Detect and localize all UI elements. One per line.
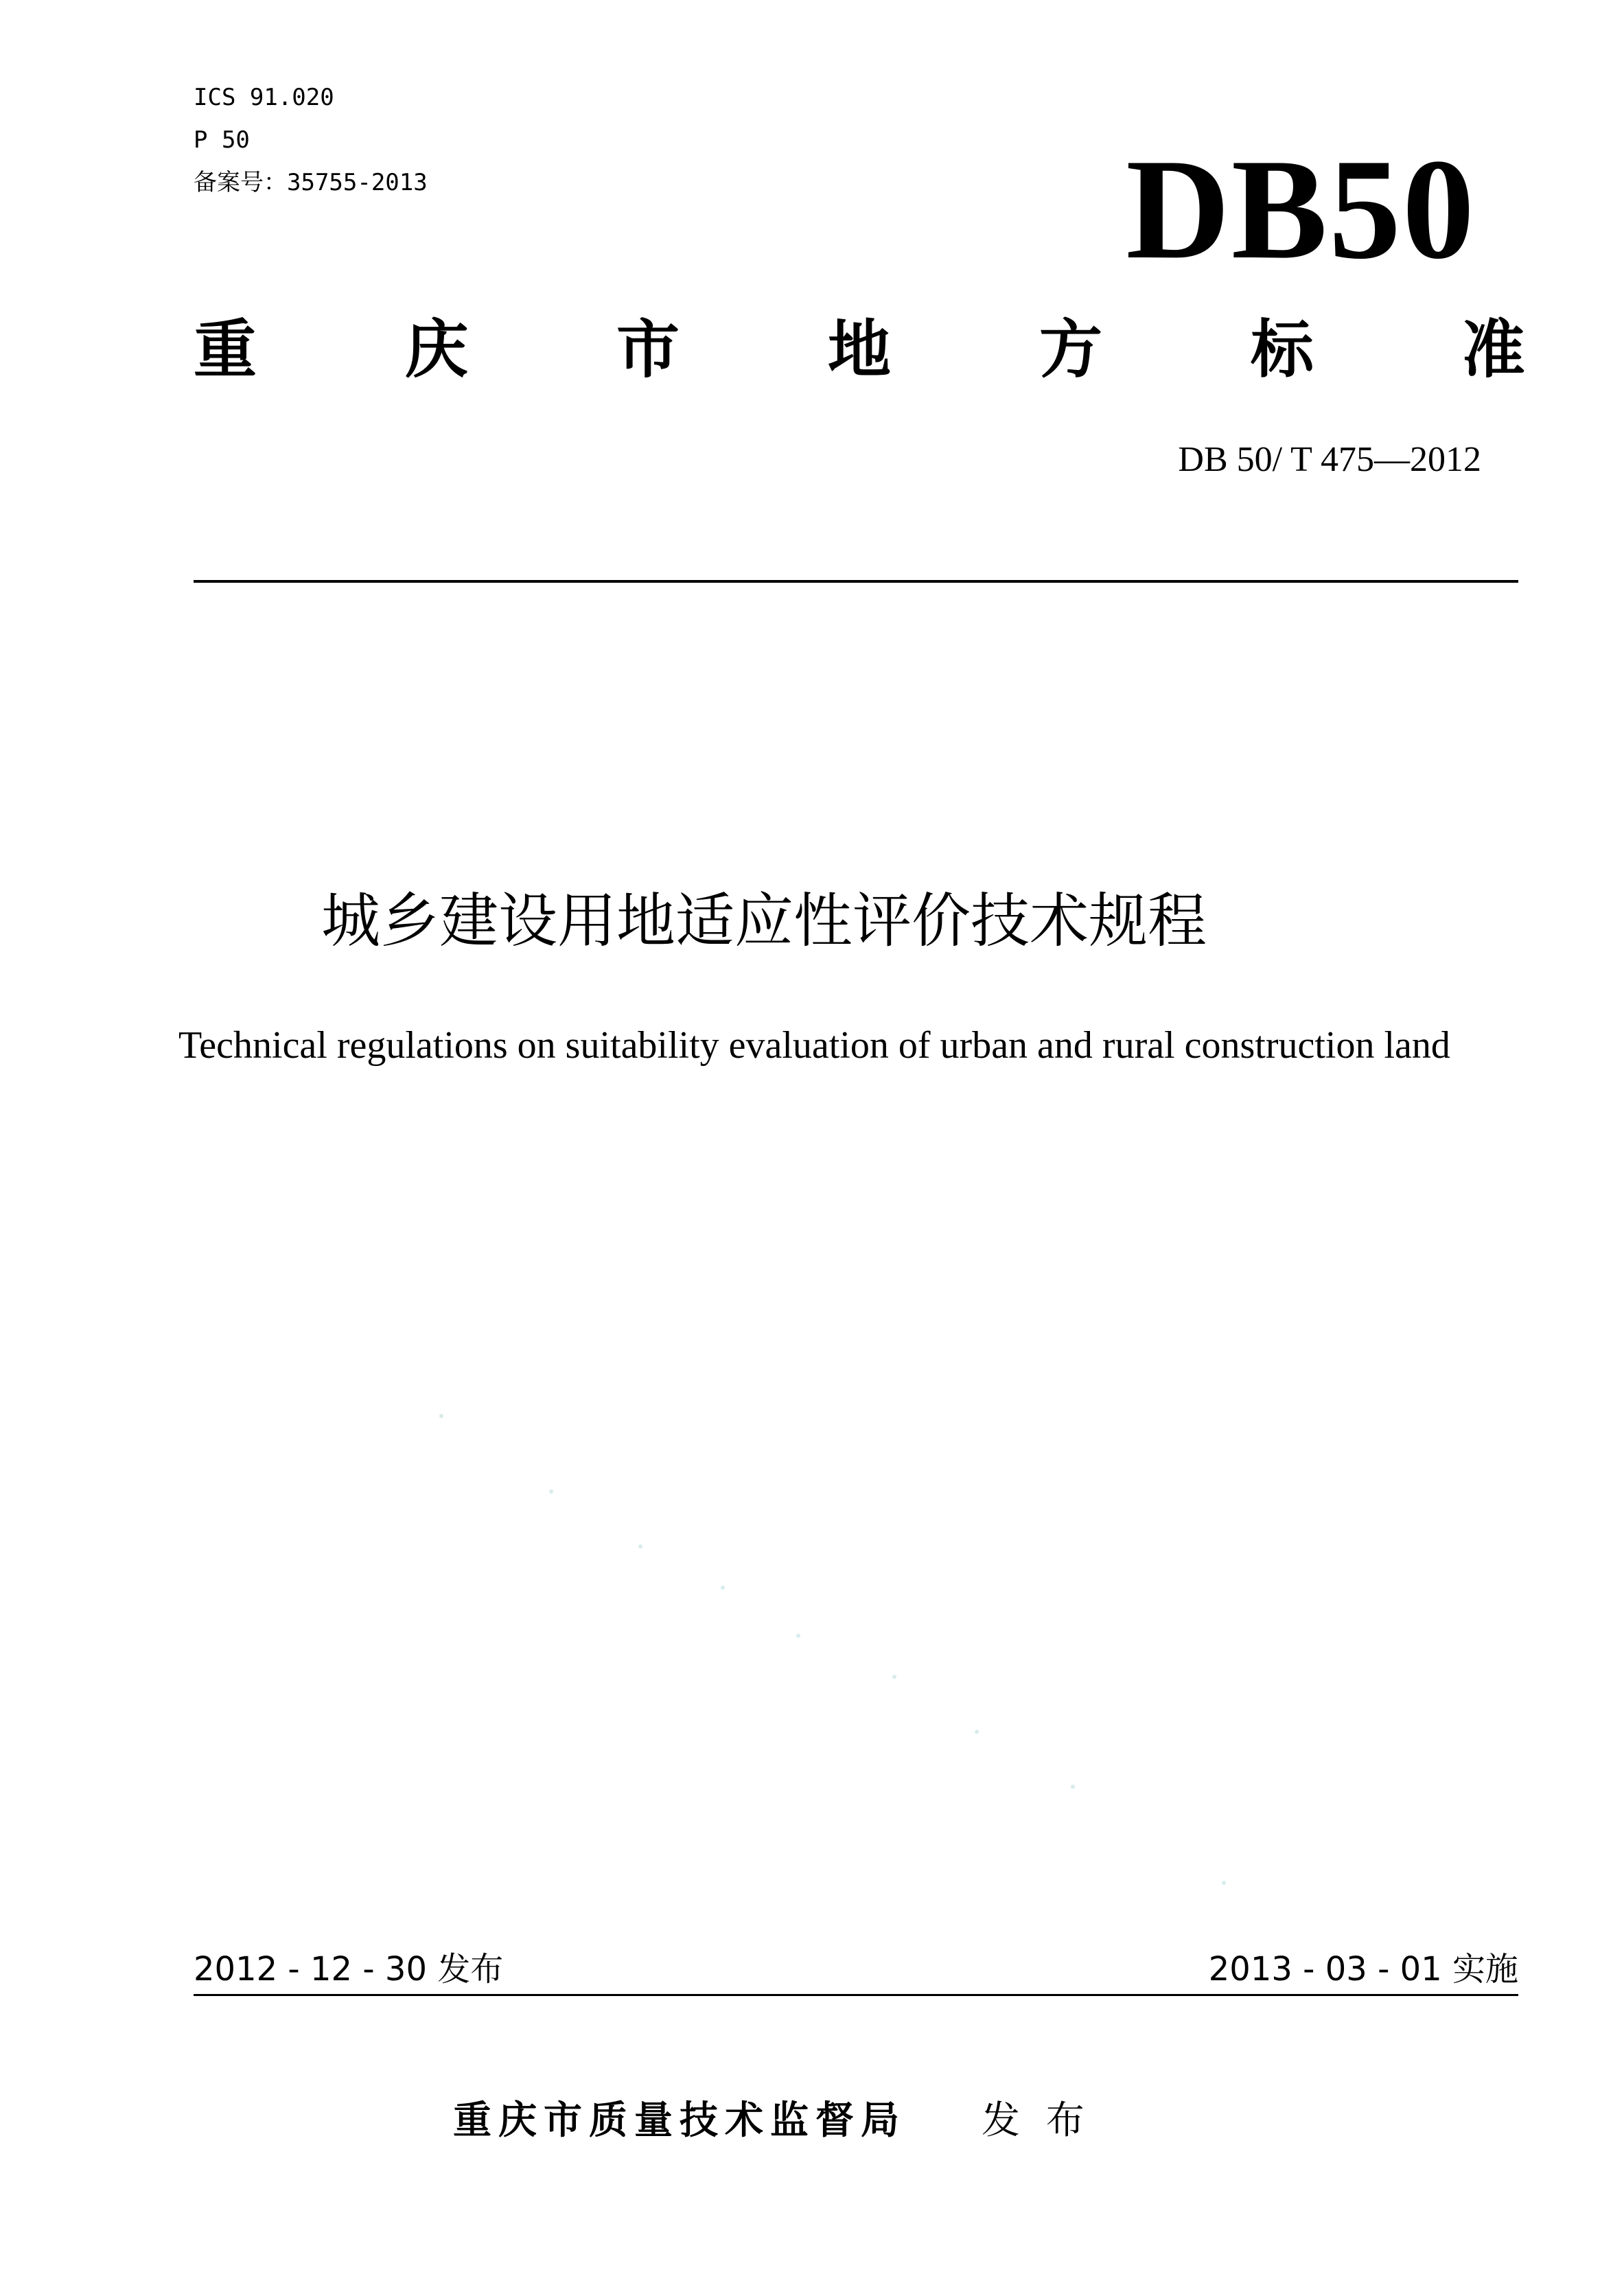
issuer-line <box>453 2097 1091 2145</box>
scan-speck <box>638 1544 642 1549</box>
standard-type-char: 市 <box>616 313 680 386</box>
standard-type-char: 方 <box>1039 313 1102 386</box>
ccs-code: P 50 <box>194 126 250 154</box>
standard-type-heading <box>194 312 1525 388</box>
standard-code-logo: DB50 <box>1126 130 1476 289</box>
issue-date: 2012 - 12 - 30 发布 <box>194 1950 504 1988</box>
issuer-name: 重庆市质量技术监督局 <box>453 2098 906 2143</box>
standard-type-char: 重 <box>194 313 257 386</box>
standard-type-char: 准 <box>1461 313 1525 386</box>
ics-code: ICS 91.020 <box>194 84 334 111</box>
scan-speck <box>1071 1785 1075 1789</box>
scan-speck <box>1222 1881 1226 1885</box>
standard-number: DB 50/ T 475—2012 <box>1178 440 1481 479</box>
scan-speck <box>439 1414 443 1418</box>
implementation-date: 2013 - 03 - 01 实施 <box>1208 1950 1518 1988</box>
standard-type-char: 地 <box>827 313 891 386</box>
footer-divider <box>194 1994 1518 1996</box>
standard-type-char: 标 <box>1250 313 1314 386</box>
scan-speck <box>975 1730 979 1734</box>
issuer-action: 发 布 <box>982 2098 1091 2143</box>
scan-speck <box>549 1489 553 1494</box>
standard-type-char: 庆 <box>404 313 468 386</box>
filing-number: 备案号：35755-2013 <box>194 169 428 196</box>
scan-speck <box>721 1586 725 1590</box>
header-divider <box>194 580 1518 583</box>
scan-speck <box>796 1634 800 1638</box>
title-chinese: 城乡建设用地适应性评价技术规程 <box>321 887 1207 955</box>
scan-speck <box>892 1675 896 1679</box>
title-english: Technical regulations on suitability evaluation of urban and rural construction land <box>178 1024 1450 1067</box>
